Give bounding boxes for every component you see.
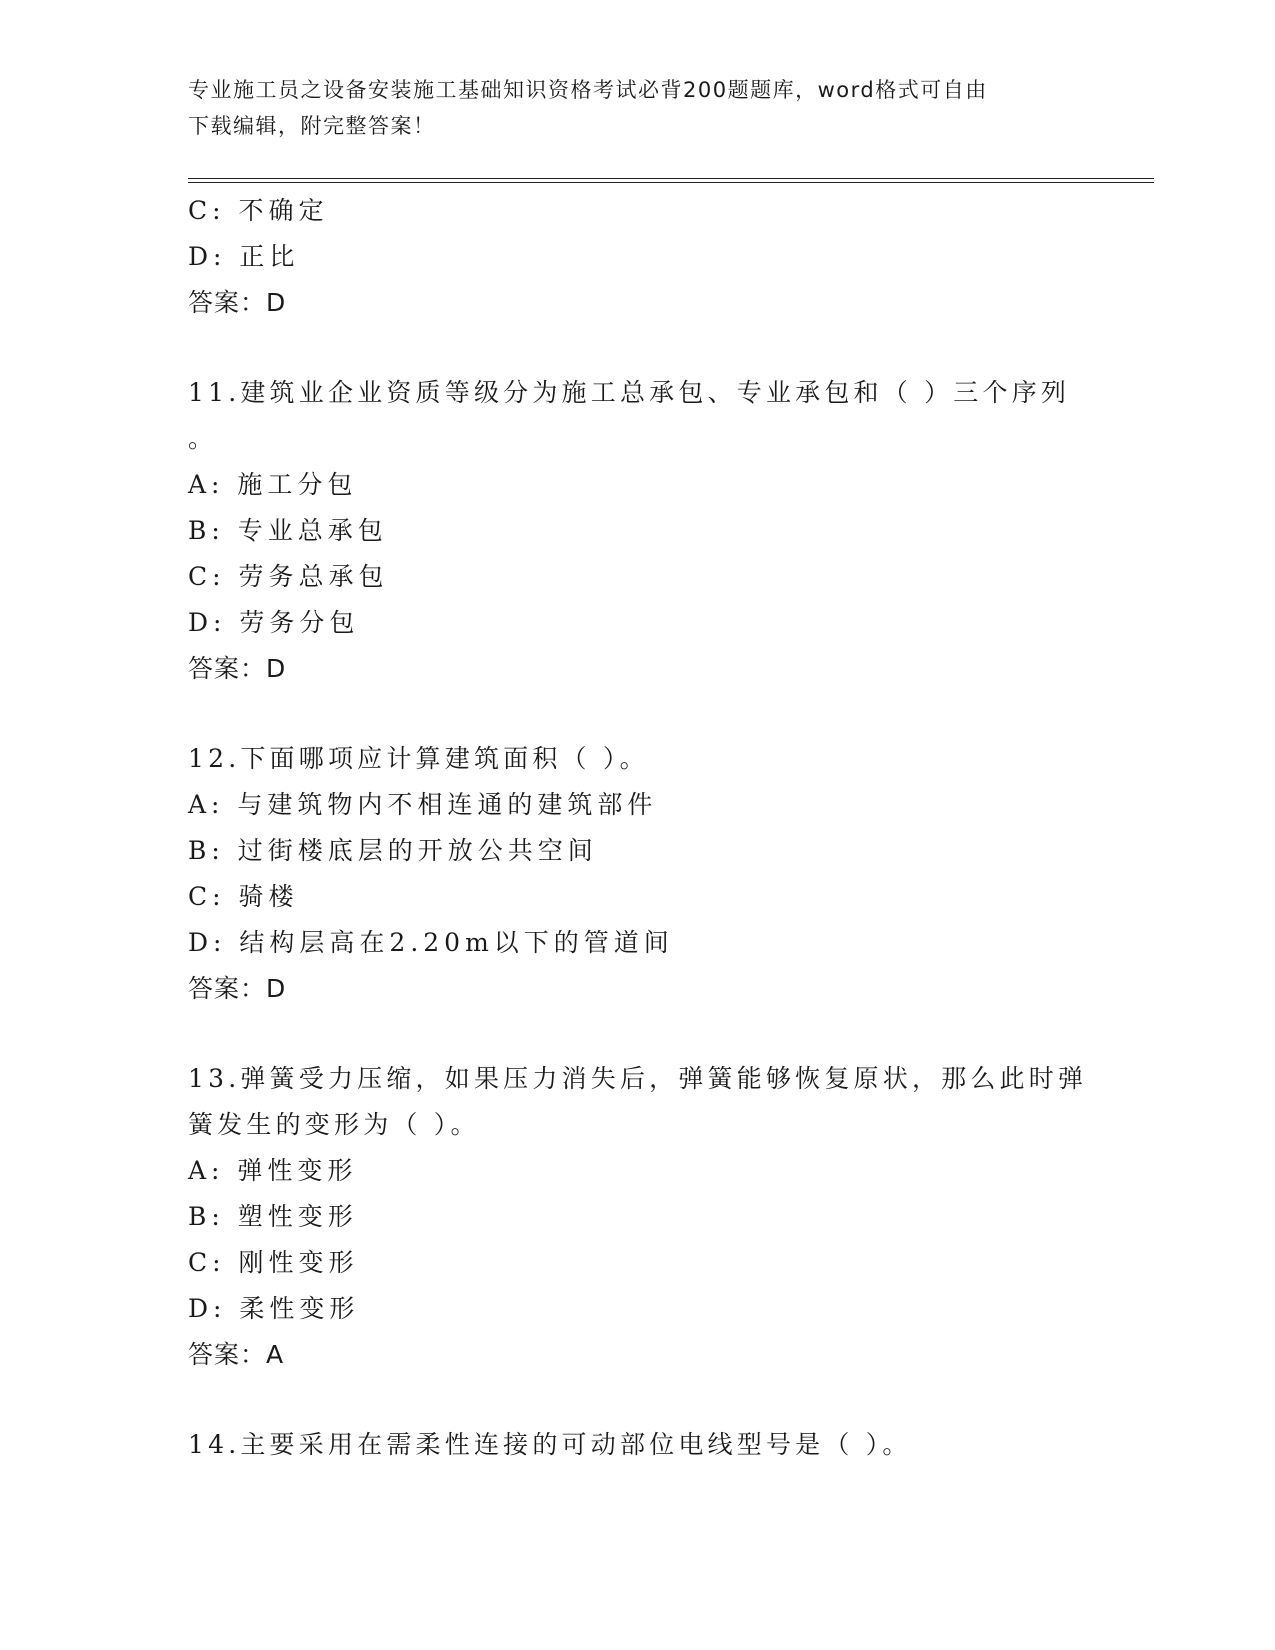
- document-header: [188, 72, 1088, 144]
- question-stem: 13.弹簧受力压缩，如果压力消失后，弹簧能够恢复原状，那么此时弹: [188, 1064, 1088, 1093]
- question-stem-continued: 。: [188, 424, 218, 453]
- option-d: D: 柔性变形: [188, 1294, 360, 1323]
- question-stem: 14.主要采用在需柔性连接的可动部位电线型号是（ ）。: [188, 1430, 912, 1459]
- option-c: C: 不确定: [188, 196, 329, 225]
- question-10: [188, 188, 1088, 326]
- option-a: A: 弹性变形: [188, 1156, 358, 1185]
- question-12: [188, 736, 1088, 1012]
- option-b: B: 专业总承包: [188, 516, 388, 545]
- option-a: A: 与建筑物内不相连通的建筑部件: [188, 790, 658, 819]
- option-d: D: 劳务分包: [188, 608, 360, 637]
- answer-label: 答案：D: [188, 654, 287, 683]
- option-b: B: 塑性变形: [188, 1202, 358, 1231]
- question-stem: 12.下面哪项应计算建筑面积（ ）。: [188, 744, 649, 773]
- spacer: [188, 326, 1088, 370]
- option-d: D: 正比: [188, 242, 300, 271]
- question-stem-continued: 簧发生的变形为（ ）。: [188, 1110, 480, 1139]
- question-14: [188, 1422, 1088, 1468]
- option-c: C: 骑楼: [188, 882, 299, 911]
- option-d: D: 结构层高在2.20m以下的管道间: [188, 928, 674, 957]
- answer-label: 答案：A: [188, 1340, 285, 1369]
- question-stem: 11.建筑业企业资质等级分为施工总承包、专业承包和（ ）三个序列: [188, 378, 1071, 407]
- option-b: B: 过街楼底层的开放公共空间: [188, 836, 598, 865]
- header-title-line-1: 专业施工员之设备安装施工基础知识资格考试必背200题题库，word格式可自由: [188, 78, 988, 102]
- option-c: C: 刚性变形: [188, 1248, 359, 1277]
- answer-label: 答案：D: [188, 288, 287, 317]
- option-a: A: 施工分包: [188, 470, 358, 499]
- question-11: [188, 370, 1088, 692]
- answer-label: 答案：D: [188, 974, 287, 1003]
- header-divider-top: [188, 178, 1154, 179]
- spacer: [188, 692, 1088, 736]
- spacer: [188, 1012, 1088, 1056]
- question-13: [188, 1056, 1088, 1378]
- question-list: [188, 188, 1088, 1468]
- spacer: [188, 1378, 1088, 1422]
- header-title-line-2: 下载编辑，附完整答案！: [188, 114, 436, 138]
- option-c: C: 劳务总承包: [188, 562, 389, 591]
- header-divider-bottom: [188, 182, 1154, 183]
